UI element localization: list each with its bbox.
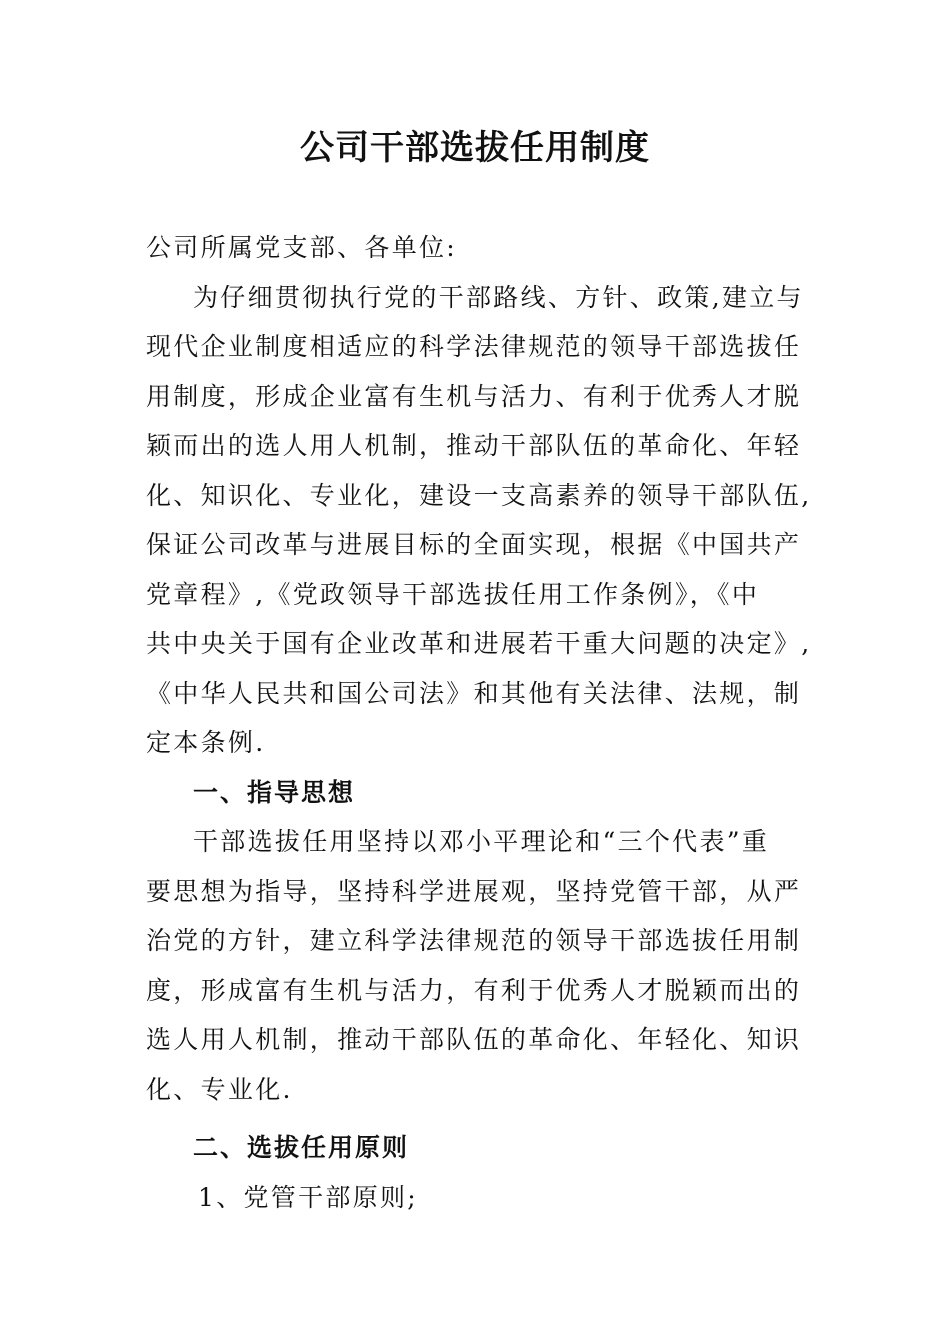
paragraph-line: 共中央关于国有企业改革和进展若干重大问题的决定》,	[146, 629, 812, 658]
paragraph-line: 现代企业制度相适应的科学法律规范的领导干部选拔任	[146, 332, 802, 361]
paragraph-line: 选人用人机制，推动干部队伍的革命化、年轻化、知识	[146, 1025, 802, 1054]
paragraph-line: 保证公司改革与进展目标的全面实现，根据《中国共产	[146, 530, 802, 559]
paragraph-line: 《中华人民共和国公司法》和其他有关法律、法规，制	[146, 678, 802, 708]
paragraph-line: 度，形成富有生机与活力，有利于优秀人才脱颖而出的	[146, 975, 802, 1005]
paragraph-line: 化、知识化、专业化，建设一支高素养的领导干部队伍,	[146, 480, 812, 510]
paragraph-line: 定本条例.	[146, 728, 266, 757]
section-guiding-ideology-paragraph	[146, 817, 811, 1114]
document-title: 公司干部选拔任用制度	[300, 128, 650, 168]
salutation: 公司所属党支部、各单位:	[146, 233, 458, 262]
document-body	[146, 223, 811, 1222]
paragraph-line: 要思想为指导，坚持科学进展观，坚持党管干部，从严	[146, 876, 802, 906]
section-heading-selection-principles: 二、选拔任用原则	[193, 1133, 410, 1162]
section-heading-guiding-ideology: 一、指导思想	[193, 777, 356, 807]
paragraph-line: 治党的方针，建立科学法律规范的领导干部选拔任用制	[146, 926, 802, 955]
intro-paragraph	[146, 273, 811, 768]
paragraph-line: 党章程》,《党政领导干部选拔任用工作条例》，《中	[146, 579, 760, 609]
paragraph-line: 用制度，形成企业富有生机与活力、有利于优秀人才脱	[146, 381, 802, 411]
paragraph-line: 为仔细贯彻执行党的干部路线、方针、政策,建立与	[193, 282, 804, 312]
paragraph-line: 颖而出的选人用人机制，推动干部队伍的革命化、年轻	[146, 431, 802, 460]
list-item: 1、党管干部原则;	[198, 1182, 419, 1212]
paragraph-line: 干部选拔任用坚持以邓小平理论和“三个代表”重	[193, 827, 770, 856]
paragraph-line: 化、专业化.	[146, 1074, 293, 1104]
